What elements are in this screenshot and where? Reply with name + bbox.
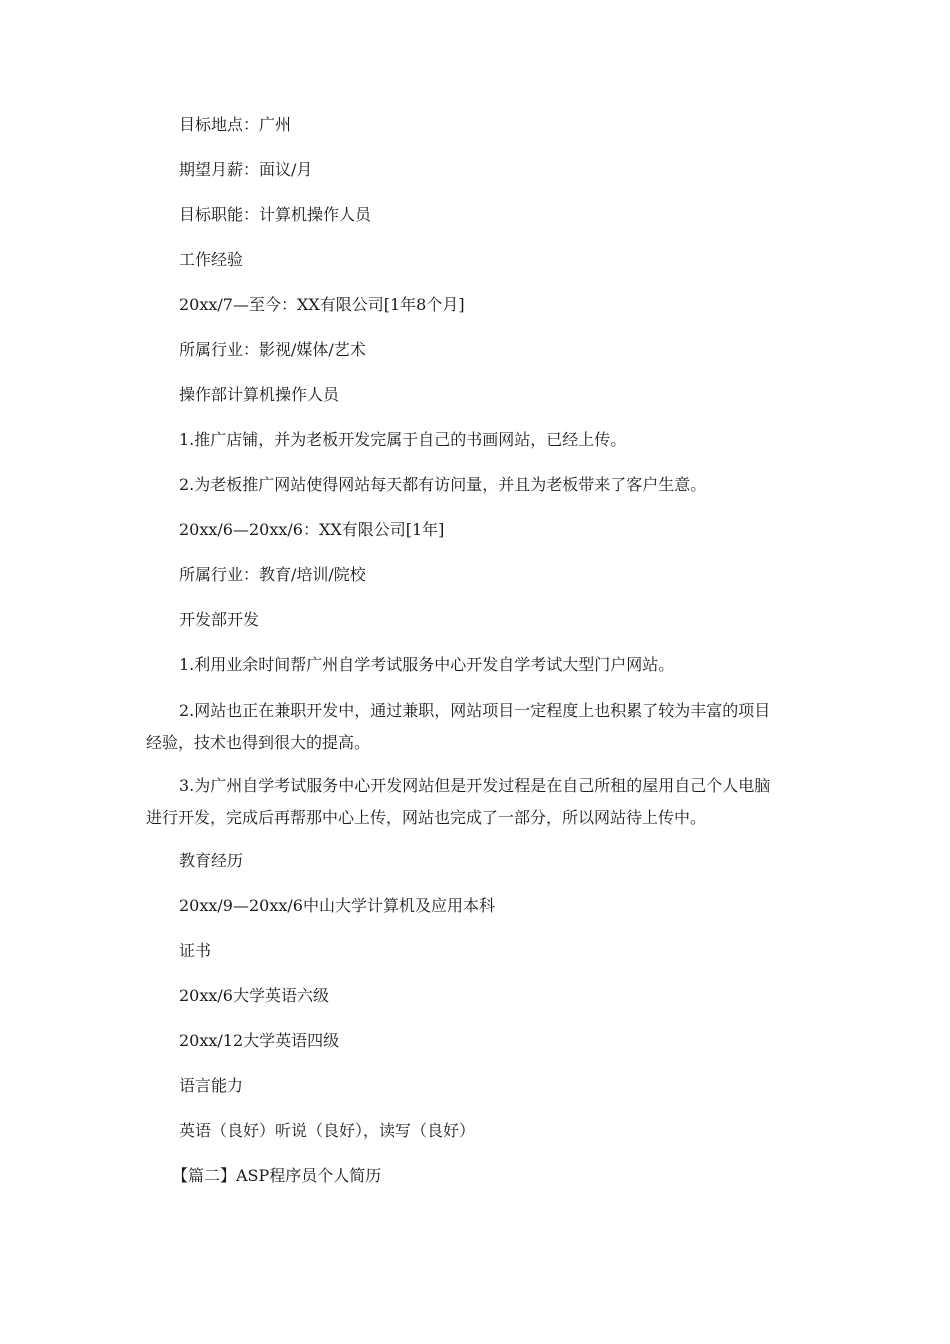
job-1-period: 20xx/7—至今：XX有限公司[1年8个月] bbox=[179, 295, 465, 314]
certificates-heading: 证书 bbox=[179, 941, 212, 960]
job-1-title: 操作部计算机操作人员 bbox=[179, 385, 340, 404]
expected-salary: 期望月薪：面议/月 bbox=[179, 160, 313, 179]
target-location: 目标地点：广州 bbox=[179, 115, 292, 134]
job-1-industry: 所属行业：影视/媒体/艺术 bbox=[179, 340, 366, 359]
job-2-duty-3-line-1: 3.为广州自学考试服务中心开发网站但是开发过程是在自己所租的屋用自己个人电脑 bbox=[179, 776, 771, 795]
target-position: 目标职能：计算机操作人员 bbox=[179, 205, 372, 224]
job-2-duty-2-line-1: 2.网站也正在兼职开发中，通过兼职，网站项目一定程度上也积累了较为丰富的项目 bbox=[179, 701, 771, 720]
job-2-duty-3-line-2: 进行开发，完成后再帮那中心上传，网站也完成了一部分，所以网站待上传中。 bbox=[146, 808, 707, 827]
job-2-title: 开发部开发 bbox=[179, 610, 260, 629]
education-entry: 20xx/9—20xx/6中山大学计算机及应用本科 bbox=[179, 896, 495, 915]
certificate-cet4: 20xx/12大学英语四级 bbox=[179, 1031, 340, 1050]
job-2-industry: 所属行业：教育/培训/院校 bbox=[179, 565, 366, 584]
job-2-period: 20xx/6—20xx/6：XX有限公司[1年] bbox=[179, 520, 445, 539]
language-heading: 语言能力 bbox=[179, 1076, 244, 1095]
job-2-duty-2-line-2: 经验，技术也得到很大的提高。 bbox=[146, 733, 371, 752]
job-2-duty-1: 1.利用业余时间帮广州自学考试服务中心开发自学考试大型门户网站。 bbox=[179, 655, 675, 674]
language-entry: 英语（良好）听说（良好），读写（良好） bbox=[179, 1121, 476, 1140]
education-heading: 教育经历 bbox=[179, 851, 244, 870]
section-two-title: 【篇二】ASP程序员个人简历 bbox=[172, 1166, 382, 1185]
certificate-cet6: 20xx/6大学英语六级 bbox=[179, 986, 329, 1005]
job-1-duty-1: 1.推广店铺，并为老板开发完属于自己的书画网站，已经上传。 bbox=[179, 430, 627, 449]
job-1-duty-2: 2.为老板推广网站使得网站每天都有访问量，并且为老板带来了客户生意。 bbox=[179, 475, 707, 494]
work-experience-heading: 工作经验 bbox=[179, 250, 244, 269]
